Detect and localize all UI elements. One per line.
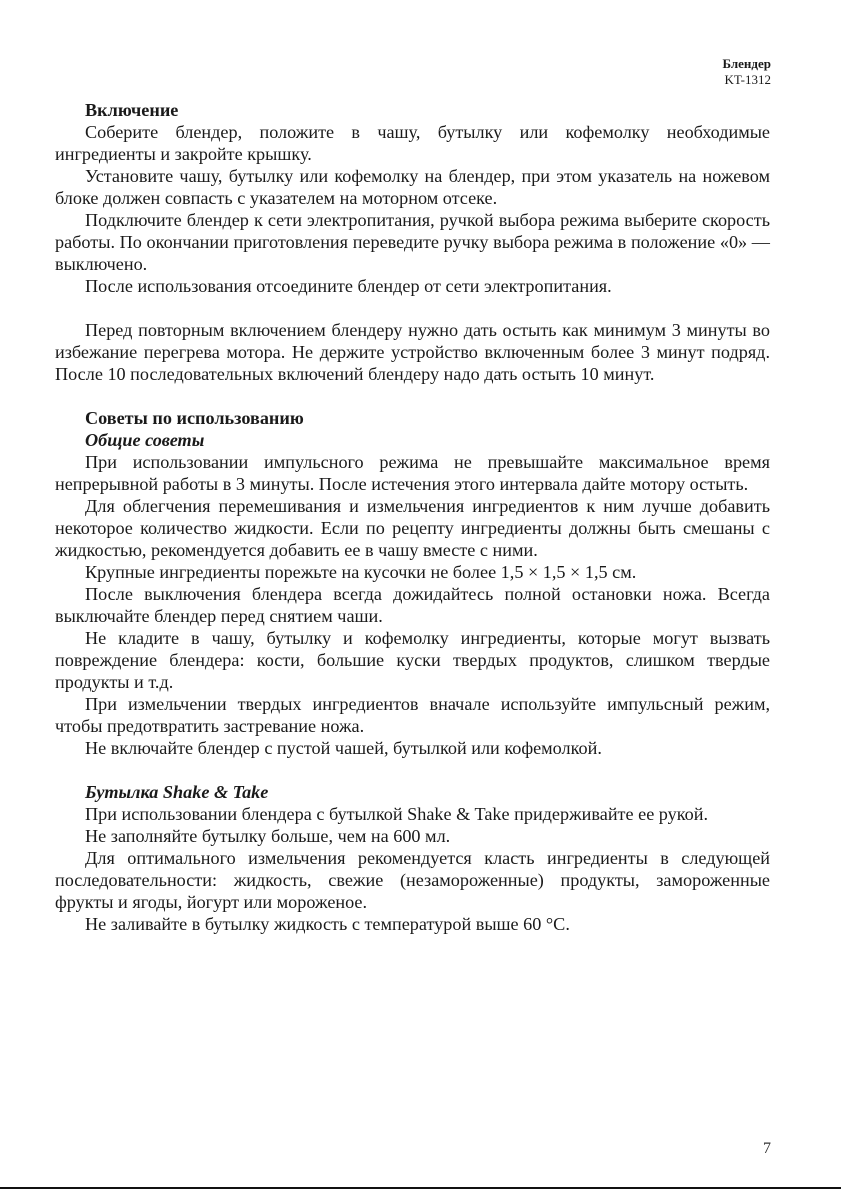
page-number: 7 [763,1140,771,1157]
paragraph: Не кладите в чашу, бутылку и кофемолку ингредиенты, которые могут вызвать повреждение блендера: кости, большие куски твердых продуктов, слишком твердые продукты и т.д. [55,628,770,692]
paragraph: При использовании блендера с бутылкой Shake & Take придерживайте ее рукой. [85,804,709,824]
cooldown-note: Перед повторным включением блендеру нужно дать остыть как минимум 3 минуты во избежание перегрева мотора. Не держите устройство включенным более 3 минут подряд. После 10 последовательных включений блендеру надо дать остыть 10 минут. [55,320,770,384]
section-title-turning-on: Включение [85,100,179,120]
spacer [55,385,770,407]
paragraph: Для оптимального измельчения рекомендуется класть ингредиенты в следующей последовательности: жидкость, свежие (незамороженные) продукты, замороженные фрукты и ягоды, йогурт или мороженое. [55,848,770,912]
paragraph: При измельчении твердых ингредиентов вначале используйте импульсный режим, чтобы предотвратить застревание ножа. [55,694,770,736]
spacer [55,297,770,319]
subsection-title-shake-take: Бутылка Shake & Take [85,782,269,802]
paragraph: При использовании импульсного режима не превышайте максимальное время непрерывной работы в 3 минуты. После истечения этого интервала дайте мотору остыть. [55,452,770,494]
paragraph: Не заливайте в бутылку жидкость с температурой выше 60 °C. [85,914,570,934]
spacer [55,759,770,781]
page-header [722,56,771,88]
paragraph: Установите чашу, бутылку или кофемолку на блендер, при этом указатель на ножевом блоке должен совпасть с указателем на моторном отсеке. [55,166,770,208]
document-body [55,99,770,935]
paragraph: Соберите блендер, положите в чашу, бутылку или кофемолку необходимые ингредиенты и закройте крышку. [55,122,770,164]
section-title-usage-tips: Советы по использованию [85,408,304,428]
paragraph: Крупные ингредиенты порежьте на кусочки не более 1,5 × 1,5 × 1,5 см. [85,562,637,582]
header-product-name: Блендер [722,56,771,71]
subsection-title-general-tips: Общие советы [85,430,205,450]
paragraph: После использования отсоедините блендер от сети электропитания. [85,276,612,296]
header-model-number: KT-1312 [724,72,771,87]
paragraph: Для облегчения перемешивания и измельчения ингредиентов к ним лучше добавить некоторое количество жидкости. Если по рецепту ингредиенты должны быть смешаны с жидкостью, рекомендуется добавить ее в чашу вместе с ними. [55,496,770,560]
paragraph: Не включайте блендер с пустой чашей, бутылкой или кофемолкой. [85,738,602,758]
paragraph: Не заполняйте бутылку больше, чем на 600 мл. [85,826,451,846]
paragraph: Подключите блендер к сети электропитания, ручкой выбора режима выберите скорость работы. По окончании приготовления переведите ручку выбора режима в положение «0» — выключено. [55,210,770,274]
paragraph: После выключения блендера всегда дожидайтесь полной остановки ножа. Всегда выключайте блендер перед снятием чаши. [55,584,770,626]
